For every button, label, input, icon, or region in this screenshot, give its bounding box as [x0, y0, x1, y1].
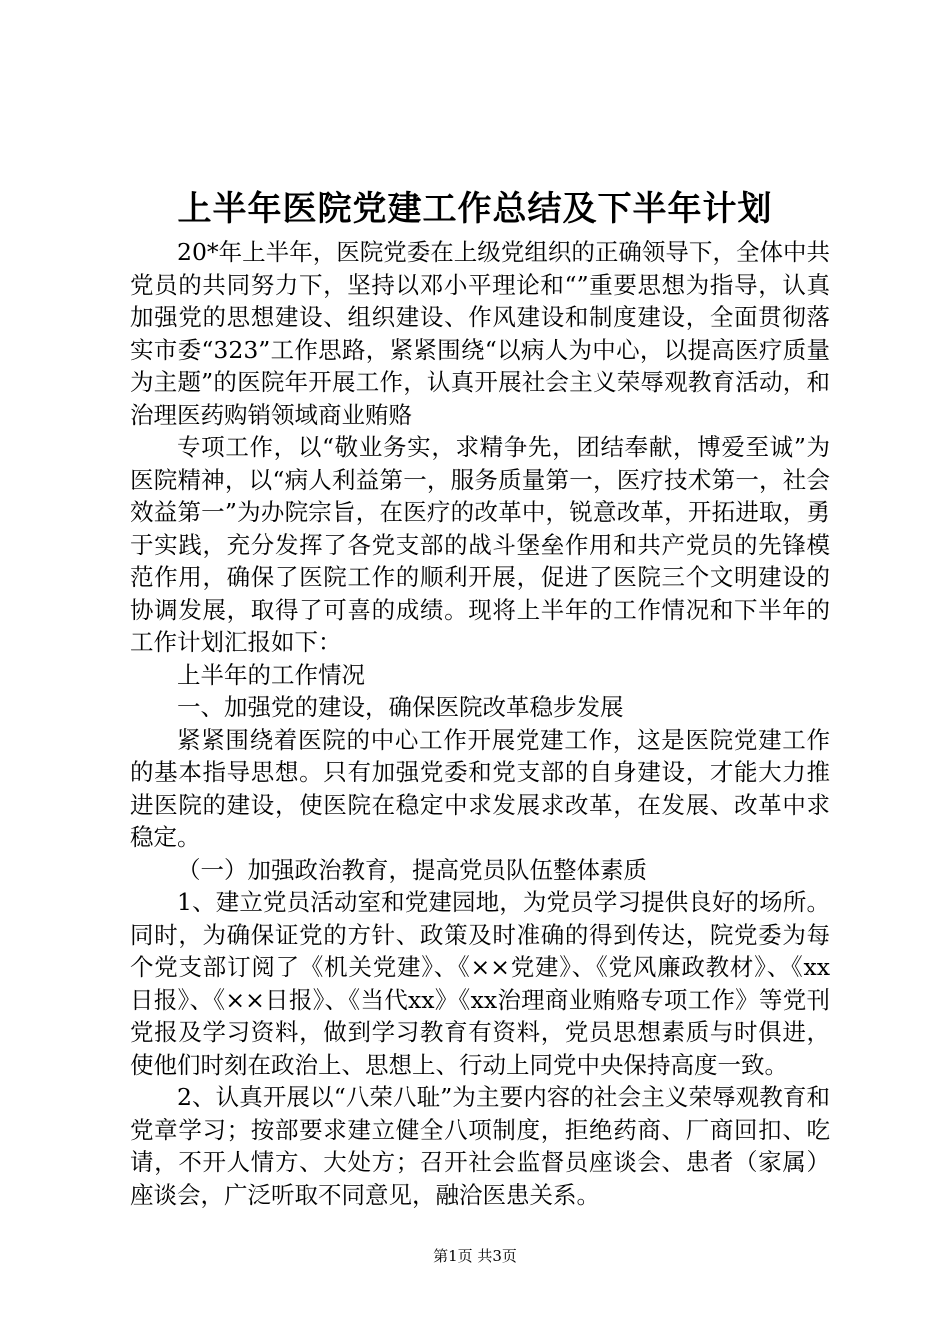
- paragraph: 专项工作，以“敬业务实，求精争先，团结奉献，博爱至诚”为医院精神，以“病人利益第一，服务质量第一，医疗技术第一，社会效益第一”为办院宗旨，在医疗的改革中，锐意改革，开拓进取，勇于实践，充分发挥了各党支部的战斗堡垒作用和共产党员的先锋模范作用，确保了医院工作的顺利开展，促进了医院三个文明建设的协调发展，取得了可喜的成绩。现将上半年的工作情况和下半年的工作计划汇报如下：: [130, 433, 830, 656]
- page-footer: 第1页 共3页: [433, 1247, 517, 1265]
- paragraph: 紧紧围绕着医院的中心工作开展党建工作，这是医院党建工作的基本指导思想。只有加强党委和党支部的自身建设，才能大力推进医院的建设，使医院在稳定中求发展求改革，在发展、改革中求稳定。: [130, 725, 830, 851]
- subsection-heading: （一）加强政治教育，提高党员队伍整体素质: [177, 855, 647, 884]
- section-heading: 上半年的工作情况: [177, 660, 365, 689]
- document-body: [130, 236, 830, 1211]
- paragraph: 1、建立党员活动室和党建园地，为党员学习提供良好的场所。同时，为确保证党的方针、政策及时准确的得到传达，院党委为每个党支部订阅了《机关党建》、《××党建》、《党风廉政教材》、《xx日报》、《××日报》、《当代xx》《xx治理商业贿赂专项工作》等党刊党报及学习资料，做到学习教育有资料，党员思想素质与时俱进，使他们时刻在政治上、思想上、行动上同党中央保持高度一致。: [130, 888, 830, 1079]
- document-title: 上半年医院党建工作总结及下半年计划: [177, 189, 773, 229]
- section-heading: 一、加强党的建设，确保医院改革稳步发展: [177, 693, 624, 721]
- paragraph: 20*年上半年，医院党委在上级党组织的正确领导下，全体中共党员的共同努力下，坚持以邓小平理论和“”重要思想为指导，认真加强党的思想建设、组织建设、作风建设和制度建设，全面贯彻落实市委“323”工作思路，紧紧围绕“以病人为中心，以提高医疗质量为主题”的医院年开展工作，认真开展社会主义荣辱观教育活动，和治理医药购销领域商业贿赂: [130, 238, 830, 429]
- paragraph: 2、认真开展以“八荣八耻”为主要内容的社会主义荣辱观教育和党章学习；按部要求建立健全八项制度，拒绝药商、厂商回扣、吃请，不开人情方、大处方；召开社会监督员座谈会、患者（家属）座谈会，广泛听取不同意见，融洽医患关系。: [130, 1083, 830, 1209]
